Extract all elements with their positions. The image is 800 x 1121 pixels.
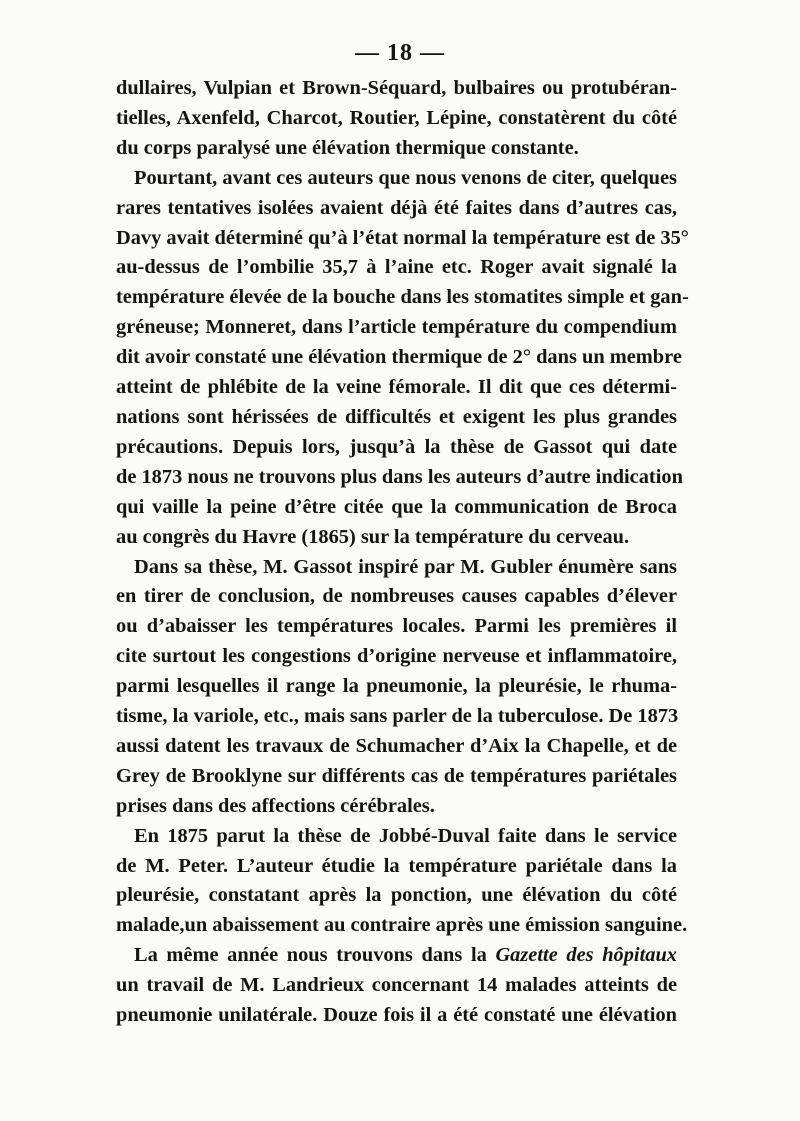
text-line: En 1875 parut la thèse de Jobbé-Duval faite dans le service <box>134 824 677 847</box>
text-line: malade,un abaissement au contraire après une émission sanguine. <box>116 914 688 937</box>
text-line <box>116 941 677 971</box>
text-line: au-dessus de l’ombilie 35,7 à l’aine etc. Roger avait signalé la <box>116 256 677 279</box>
text-line: dit avoir constaté une élévation thermique de 2° dans un membre <box>116 346 682 369</box>
text-line: Grey de Brooklyne sur différents cas de températures pariétales <box>116 764 677 787</box>
text-line: atteint de phlébite de la veine fémorale. Il dit que ces détermi- <box>116 376 677 399</box>
journal-title: Gazette des hôpitaux <box>495 944 677 967</box>
text-line: aussi datent les travaux de Schumacher d’Aix la Chapelle, et de <box>116 734 677 757</box>
text-line: précautions. Depuis lors, jusqu’à la thèse de Gassot qui date <box>116 435 677 458</box>
text-line: parmi lesquelles il range la pneumonie, la pleurésie, le rhuma- <box>116 675 677 698</box>
text-line: dullaires, Vulpian et Brown-Séquard, bulbaires ou protubéran- <box>116 77 677 99</box>
paragraph <box>116 74 677 164</box>
paragraph <box>116 553 677 822</box>
text-line: ou d’abaisser les températures locales. Parmi les premières il <box>116 615 677 638</box>
paragraph <box>116 941 677 1031</box>
paragraph <box>116 164 689 553</box>
page-number: — 18 — <box>355 40 445 66</box>
text-line: nations sont hérissées de difficultés et exigent les plus grandes <box>116 405 677 428</box>
text-line: Pourtant, avant ces auteurs que nous venons de citer, quelques <box>134 166 677 189</box>
paragraph <box>116 822 688 942</box>
text-line: du corps paralysé une élévation thermique constante. <box>116 136 579 159</box>
text-line: prises dans des affections cérébrales. <box>116 794 435 817</box>
text-fragment: La même année nous trouvons dans la <box>134 944 496 967</box>
text-line: tielles, Axenfeld, Charcot, Routier, Lépine, constatèrent du côté <box>116 106 677 129</box>
text-line: Davy avait déterminé qu’à l’état normal la température est de 35° <box>116 226 689 249</box>
text-line: au congrès du Havre (1865) sur la température du cerveau. <box>116 525 630 548</box>
text-line: de M. Peter. L’auteur étudie la température pariétale dans la <box>116 854 677 877</box>
text-line: Dans sa thèse, M. Gassot inspiré par M. Gubler énumère sans <box>134 555 677 578</box>
text-line: cite surtout les congestions d’origine nerveuse et inflammatoire, <box>116 645 677 668</box>
text-line: qui vaille la peine d’être citée que la communication de Broca <box>116 495 677 518</box>
text-line: en tirer de conclusion, de nombreuses causes capables d’élever <box>116 585 677 608</box>
text-line: température élevée de la bouche dans les stomatites simple et gan- <box>116 286 689 309</box>
text-line: un travail de M. Landrieux concernant 14 malades atteints de <box>116 974 677 997</box>
text-line: rares tentatives isolées avaient déjà été faites dans d’autres cas, <box>116 196 677 219</box>
body-text <box>116 74 689 1031</box>
text-line: de 1873 nous ne trouvons plus dans les auteurs d’autre indication <box>116 465 683 488</box>
text-line: gréneuse; Monneret, dans l’article température du compendium <box>116 316 677 339</box>
text-line: pneumonie unilatérale. Douze fois il a été constaté une élévation <box>116 1004 677 1027</box>
text-line: pleurésie, constatant après la ponction, une élévation du côté <box>116 884 677 907</box>
text-line: tisme, la variole, etc., mais sans parler de la tuberculose. De 1873 <box>116 705 679 728</box>
